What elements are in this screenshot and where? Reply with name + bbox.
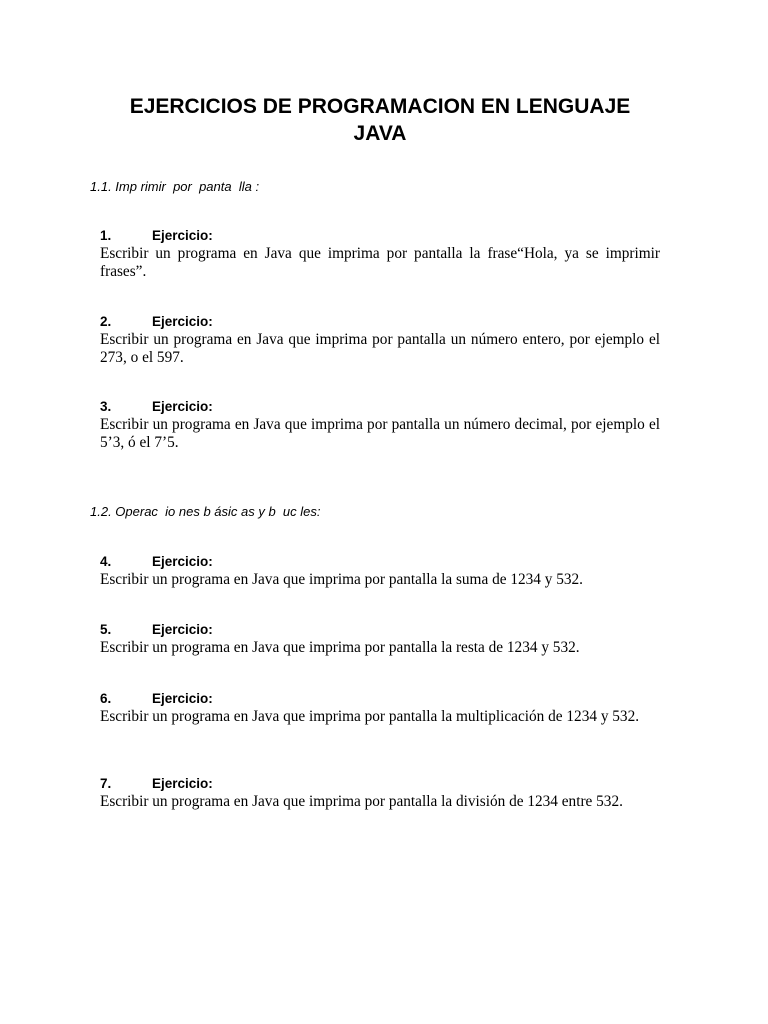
exercise-2 — [100, 313, 660, 367]
exercise-number: 6. — [100, 691, 112, 706]
exercise-3 — [100, 398, 660, 452]
exercise-number: 2. — [100, 314, 112, 329]
exercise-heading — [100, 690, 660, 708]
exercise-text: Escribir un programa en Java que imprima por pantalla la resta de 1234 y 532. — [100, 639, 580, 656]
exercise-number: 7. — [100, 776, 112, 791]
exercise-heading — [100, 775, 660, 793]
exercise-heading — [100, 553, 660, 571]
exercise-text: Escribir un programa en Java que imprima por pantalla la división de 1234 entre 532. — [100, 793, 623, 810]
exercise-5 — [100, 621, 660, 657]
exercise-heading — [100, 313, 660, 331]
exercise-6 — [100, 690, 660, 726]
exercise-number: 3. — [100, 399, 112, 414]
exercise-text: Escribir un programa en Java que imprima por pantalla la frase“Hola, ya se imprimir frases”. — [100, 245, 660, 280]
exercise-1 — [100, 227, 660, 281]
exercise-7 — [100, 775, 660, 811]
exercise-heading — [100, 227, 660, 245]
exercise-number: 1. — [100, 228, 112, 243]
exercise-label: Ejercicio: — [152, 228, 213, 243]
exercise-text: Escribir un programa en Java que imprima por pantalla la multiplicación de 1234 y 532. — [100, 708, 640, 725]
section-heading-2: 1.2. Operac io nes b ásic as y b uc les: — [90, 504, 321, 519]
exercise-heading — [100, 398, 660, 416]
exercise-text: Escribir un programa en Java que imprima por pantalla un número entero, por ejemplo el 273, o el 597. — [100, 331, 660, 366]
exercise-4 — [100, 553, 660, 589]
exercise-label: Ejercicio: — [152, 314, 213, 329]
exercise-number: 5. — [100, 622, 112, 637]
exercise-heading — [100, 621, 660, 639]
exercise-label: Ejercicio: — [152, 399, 213, 414]
document-title — [80, 93, 680, 147]
exercise-label: Ejercicio: — [152, 554, 213, 569]
title-line-1: EJERCICIOS DE PROGRAMACION EN LENGUAJE — [129, 95, 631, 118]
exercise-number: 4. — [100, 554, 112, 569]
section-heading-1: 1.1. Imp rimir por panta lla : — [90, 179, 260, 194]
exercise-label: Ejercicio: — [152, 622, 213, 637]
exercise-label: Ejercicio: — [152, 691, 213, 706]
exercise-text: Escribir un programa en Java que imprima por pantalla un número decimal, por ejemplo el 5’3, ó el 7’5. — [100, 416, 660, 451]
title-line-2: JAVA — [353, 122, 407, 145]
exercise-text: Escribir un programa en Java que imprima por pantalla la suma de 1234 y 532. — [100, 571, 583, 588]
exercise-label: Ejercicio: — [152, 776, 213, 791]
